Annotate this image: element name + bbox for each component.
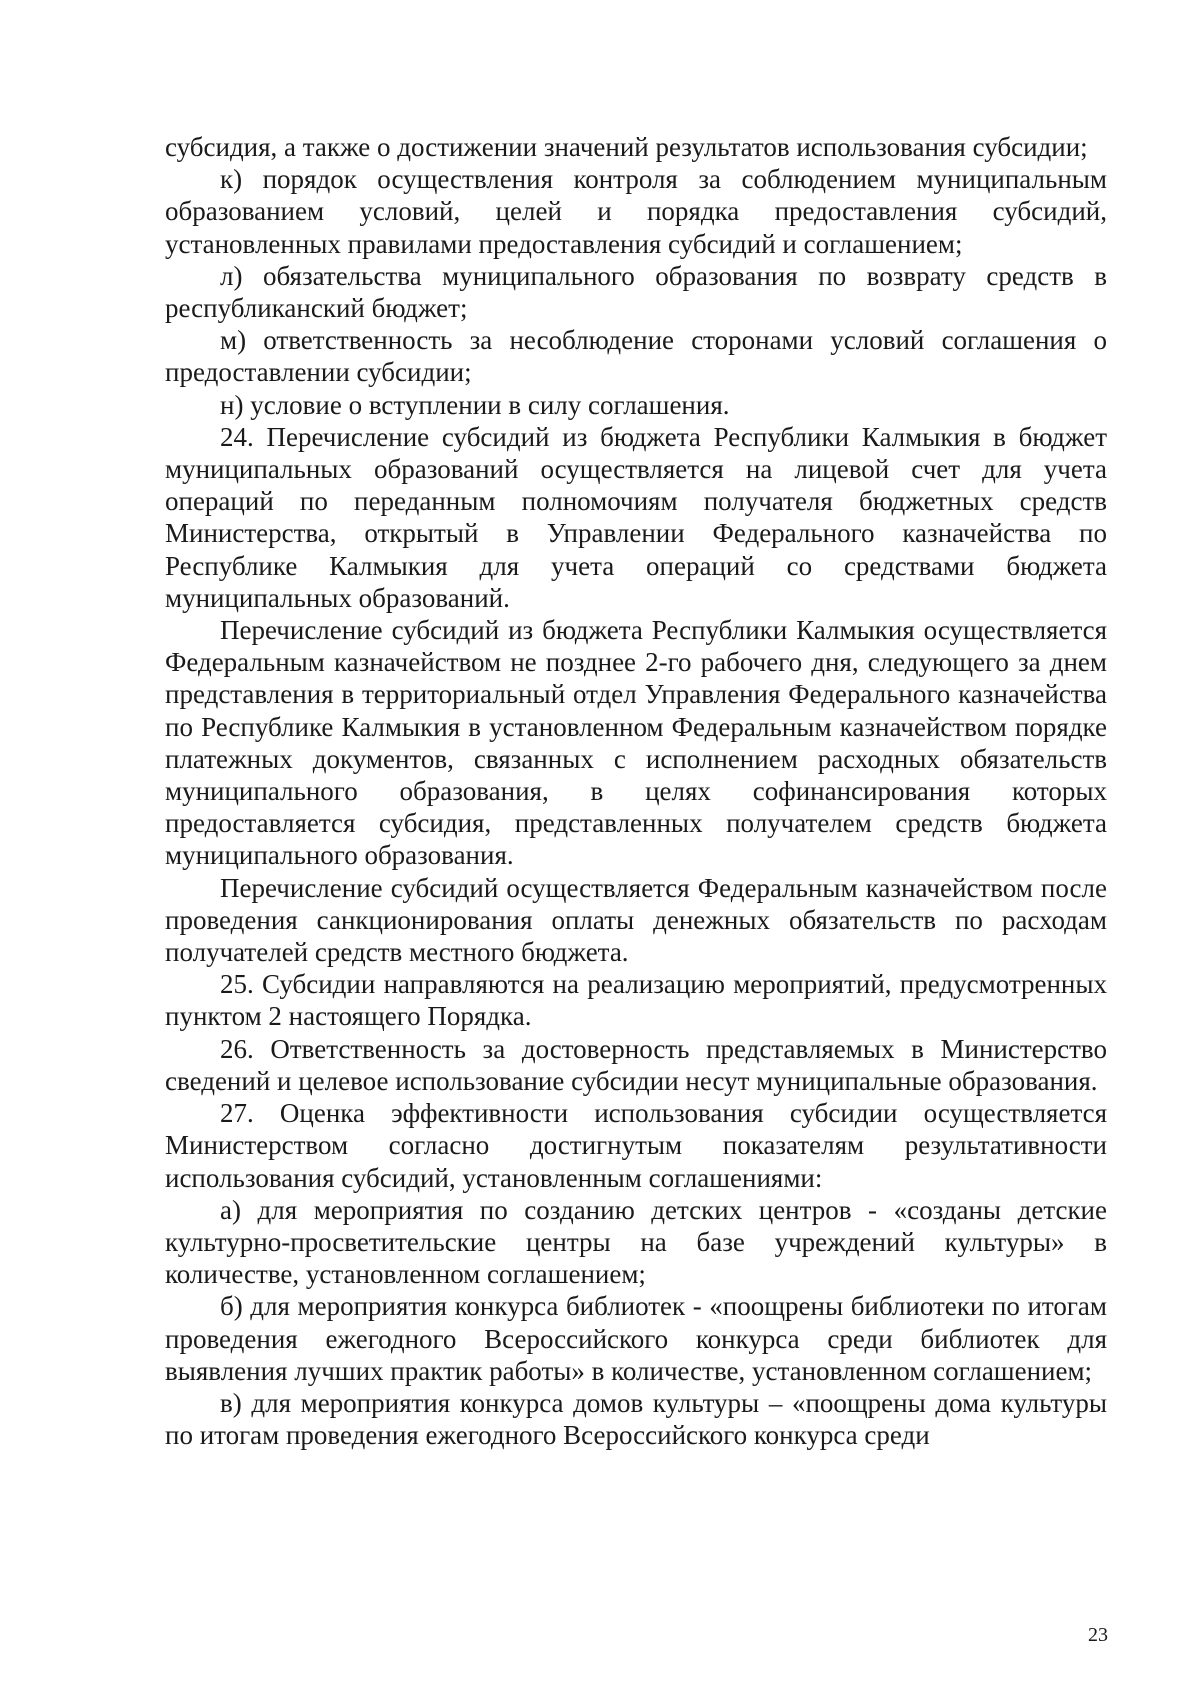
paragraph-27-a: а) для мероприятия по созданию детских центров - «созданы детские культурно-просветительские центры на базе учреждений культуры» в количестве, установленном соглашением; <box>165 1194 1107 1290</box>
paragraph-27-v: в) для мероприятия конкурса домов культуры – «поощрены дома культуры по итогам проведения ежегодного Всероссийского конкурса среди <box>165 1387 1107 1451</box>
paragraph-25: 25. Субсидии направляются на реализацию мероприятий, предусмотренных пунктом 2 настоящего Порядка. <box>165 969 1107 1032</box>
page-number: 23 <box>1088 1624 1108 1646</box>
paragraph-27: 27. Оценка эффективности использования субсидии осуществляется Министерством согласно достигнутым показателям результативности использования субсидий, установленным соглашениями: <box>165 1098 1107 1193</box>
paragraph-item-m: м) ответственность за несоблюдение сторонами условий соглашения о предоставлении субсидии; <box>165 325 1107 388</box>
paragraph-27-b: б) для мероприятия конкурса библиотек - «поощрены библиотеки по итогам проведения ежегодного Всероссийского конкурса среди библиотек для выявления лучших практик работы» в количестве, установленном соглашением; <box>165 1291 1107 1386</box>
paragraph-24-sanction: Перечисление субсидий осуществляется Федеральным казначейством после проведения санкционирования оплаты денежных обязательств по расходам получателей средств местного бюджета. <box>165 872 1107 968</box>
paragraph-continuation: субсидия, а также о достижении значений результатов использования субсидии; <box>165 132 1088 162</box>
document-body <box>165 131 1107 1451</box>
paragraph-item-l: л) обязательства муниципального образования по возврату средств в республиканский бюджет; <box>165 260 1107 324</box>
paragraph-24-transfer: Перечисление субсидий из бюджета Республики Калмыкия осуществляется Федеральным казначейством не позднее 2-го рабочего дня, следующего за днем представления в территориальный отдел Управления Федерального казначейства по Республике Калмыкия в установленном Федеральным казначейством порядке платежных документов, связанных с исполнением расходных обязательств муниципального образования, в целях софинансирования которых предоставляется субсидия, представленных получателем средств бюджета муниципального образования. <box>165 615 1107 871</box>
paragraph-item-k: к) порядок осуществления контроля за соблюдением муниципальным образованием условий, целей и порядка предоставления субсидий, установленных правилами предоставления субсидий и соглашением; <box>165 164 1107 259</box>
paragraph-24: 24. Перечисление субсидий из бюджета Республики Калмыкия в бюджет муниципальных образований осуществляется на лицевой счет для учета операций по переданным полномочиям получателя бюджетных средств Министерства, открытый в Управлении Федерального казначейства по Республике Калмыкия для учета операций со средствами бюджета муниципальных образований. <box>165 421 1107 613</box>
paragraph-item-n: н) условие о вступлении в силу соглашения. <box>220 389 730 420</box>
paragraph-26: 26. Ответственность за достоверность представляемых в Министерство сведений и целевое использование субсидии несут муниципальные образования. <box>165 1033 1107 1096</box>
